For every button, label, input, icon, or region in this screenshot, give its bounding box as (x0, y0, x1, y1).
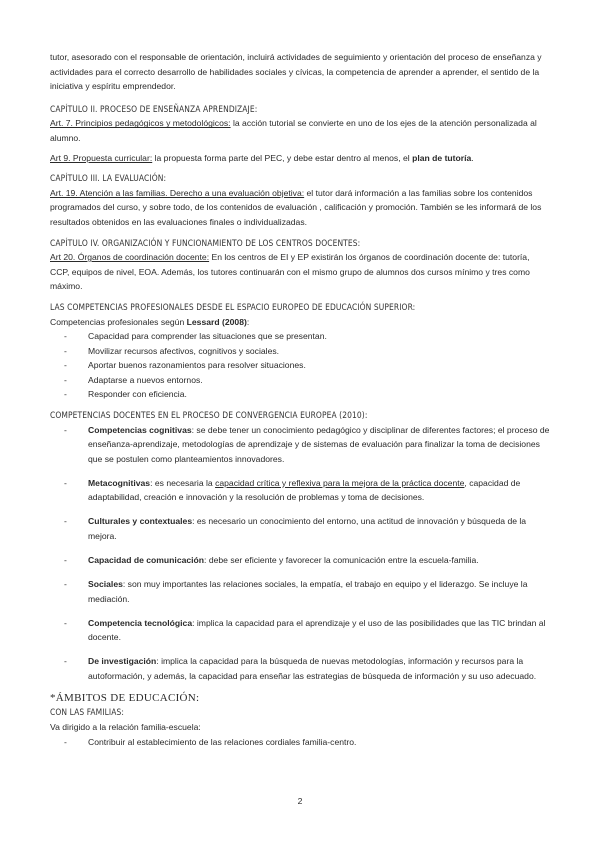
art-20-text: En los centros de EI y EP existirán los órganos de coordinación docente de: tutoría, CCP, equipos de nivel, EOA. Además, los tutores continuarán con el mismo grupo de alumnos dos cursos mínimo y tres como máximo. (50, 252, 530, 292)
competencias-docentes-list (50, 423, 550, 684)
document-page (50, 50, 550, 749)
lessard-bold: Lessard (2008) (186, 316, 247, 327)
art-7-link: Art. 7. Principios pedagógicos y metodológicos: (50, 118, 231, 129)
art-7-text: la acción tutorial se convierte en uno de los ejes de la atención personalizada al alumno. (50, 118, 537, 143)
competency-term: Competencia tecnológica (88, 617, 193, 628)
intro-paragraph: tutor, asesorado con el responsable de orientación, incluirá actividades de seguimiento y orientación del proceso de enseñanza y actividades para el correcto desarrollo de habilidades sociales y cívicas, la competencia de aprender a aprender, el sentido de la iniciativa y espíritu emprendedor. (50, 52, 542, 92)
competencias-profesionales-heading: LAS COMPETENCIAS PROFESIONALES DESDE EL ESPACIO EUROPEO DE EDUCACIÓN SUPERIOR: (50, 301, 416, 312)
list-item (50, 654, 550, 683)
competency-term: De investigación (88, 656, 157, 667)
plan-tutoria-bold: plan de tutoría (412, 152, 472, 163)
page-number: 2 (297, 796, 303, 806)
chapter-4-heading: CAPÍTULO IV. ORGANIZACIÓN Y FUNCIONAMIENTO DE LOS CENTROS DOCENTES: (50, 237, 361, 248)
list-item: - Movilizar recursos afectivos, cognitivos y sociales. (50, 344, 550, 359)
list-item: - Contribuir al establecimiento de las relaciones cordiales familia-centro. (50, 735, 550, 750)
list-item (50, 577, 550, 606)
chapter-2-heading: CAPÍTULO II. PROCESO DE ENSEÑANZA APRENDIZAJE: (50, 103, 258, 114)
ambitos-heading: *ÁMBITOS DE EDUCACIÓN: (50, 692, 200, 705)
art-7-paragraph (50, 116, 550, 145)
competencias-docentes-heading: COMPETENCIAS DOCENTES EN EL PROCESO DE CONVERGENCIA EUROPEA (2010): (50, 410, 368, 421)
art-9-paragraph (50, 151, 550, 166)
list-item: - Capacidad para comprender las situaciones que se presentan. (50, 329, 550, 344)
art-9-link: Art 9. Propuesta curricular: (50, 152, 153, 163)
art-19-paragraph (50, 186, 550, 230)
competency-text: : implica la capacidad para el aprendizaje y el uso de las posibilidades que las TIC brindan al docente. (88, 617, 546, 643)
art-19-text: el tutor dará información a las familias sobre los contenidos programados del curso, y sobre todo, de los contenidos de evaluación , calificación y promoción. También se les informará de los resultados obtenidos en las evaluaciones finales o individualizadas. (50, 187, 542, 227)
art-20-link: Art 20. Órganos de coordinación docente: (50, 252, 210, 263)
familias-subheading: CON LAS FAMILIAS: (50, 707, 124, 718)
list-item (50, 616, 550, 645)
competency-text: : implica la capacidad para la búsqueda de nuevas metodologías, información y recursos para la autoformación, y además, la capacidad para enseñar las estrategias de búsqueda de información y su uso adecuado. (88, 656, 537, 681)
list-item (50, 476, 550, 505)
art-9-text: la propuesta forma parte del PEC, y debe estar dentro al menos, el (152, 152, 413, 163)
art-19-link: Art. 19. Atención a las familias. Derecho a una evaluación objetiva: (50, 187, 305, 198)
chapter-3-heading: CAPÍTULO III. LA EVALUACIÓN: (50, 173, 167, 184)
lessard-colon: : (246, 316, 250, 327)
competency-term: Metacognitivas (88, 477, 151, 488)
competency-term: Competencias cognitivas (88, 424, 192, 435)
list-item: - Aportar buenos razonamientos para resolver situaciones. (50, 358, 550, 373)
competencias-profesionales-list (50, 329, 550, 402)
competency-underlined: capacidad crítica y reflexiva para la mejora de la práctica docente (215, 477, 465, 488)
list-item: - Adaptarse a nuevos entornos. (50, 373, 550, 388)
competency-term: Culturales y contextuales (88, 516, 193, 527)
art-20-paragraph (50, 250, 550, 294)
lessard-intro-text: Competencias profesionales según (50, 316, 187, 327)
competency-term: Sociales (88, 578, 123, 589)
competency-text: : es necesaria la (150, 477, 216, 488)
competency-text: : se debe tener un conocimiento pedagógico y disciplinar de diferentes factores; el proceso de enseñanza-aprendizaje, metodologías de aprendizaje y de sistemas de evaluación para finalizar la toma de decisiones que se postulen como planteamientos innovadores. (88, 424, 550, 464)
art-9-end: . (471, 152, 474, 163)
competency-text: : son muy importantes las relaciones sociales, la empatía, el trabajo en equipo y el liderazgo. Se incluye la mediación. (88, 578, 528, 604)
list-item (50, 514, 550, 543)
competency-text: : debe ser eficiente y favorecer la comunicación entre la escuela-familia. (204, 554, 479, 565)
competency-term: Capacidad de comunicación (88, 554, 205, 565)
competency-text: : es necesario un conocimiento del entorno, una actitud de innovación y búsqueda de la mejora. (88, 516, 527, 541)
lessard-intro (50, 315, 550, 330)
list-item (50, 423, 550, 467)
competency-text: , capacidad de adaptabilidad, creación e innovación y la resolución de problemas y toma de decisiones. (88, 477, 521, 503)
list-item (50, 553, 550, 568)
list-item: - Responder con eficiencia. (50, 387, 550, 402)
familias-list (50, 735, 550, 750)
familias-intro: Va dirigido a la relación familia-escuela: (50, 721, 201, 732)
